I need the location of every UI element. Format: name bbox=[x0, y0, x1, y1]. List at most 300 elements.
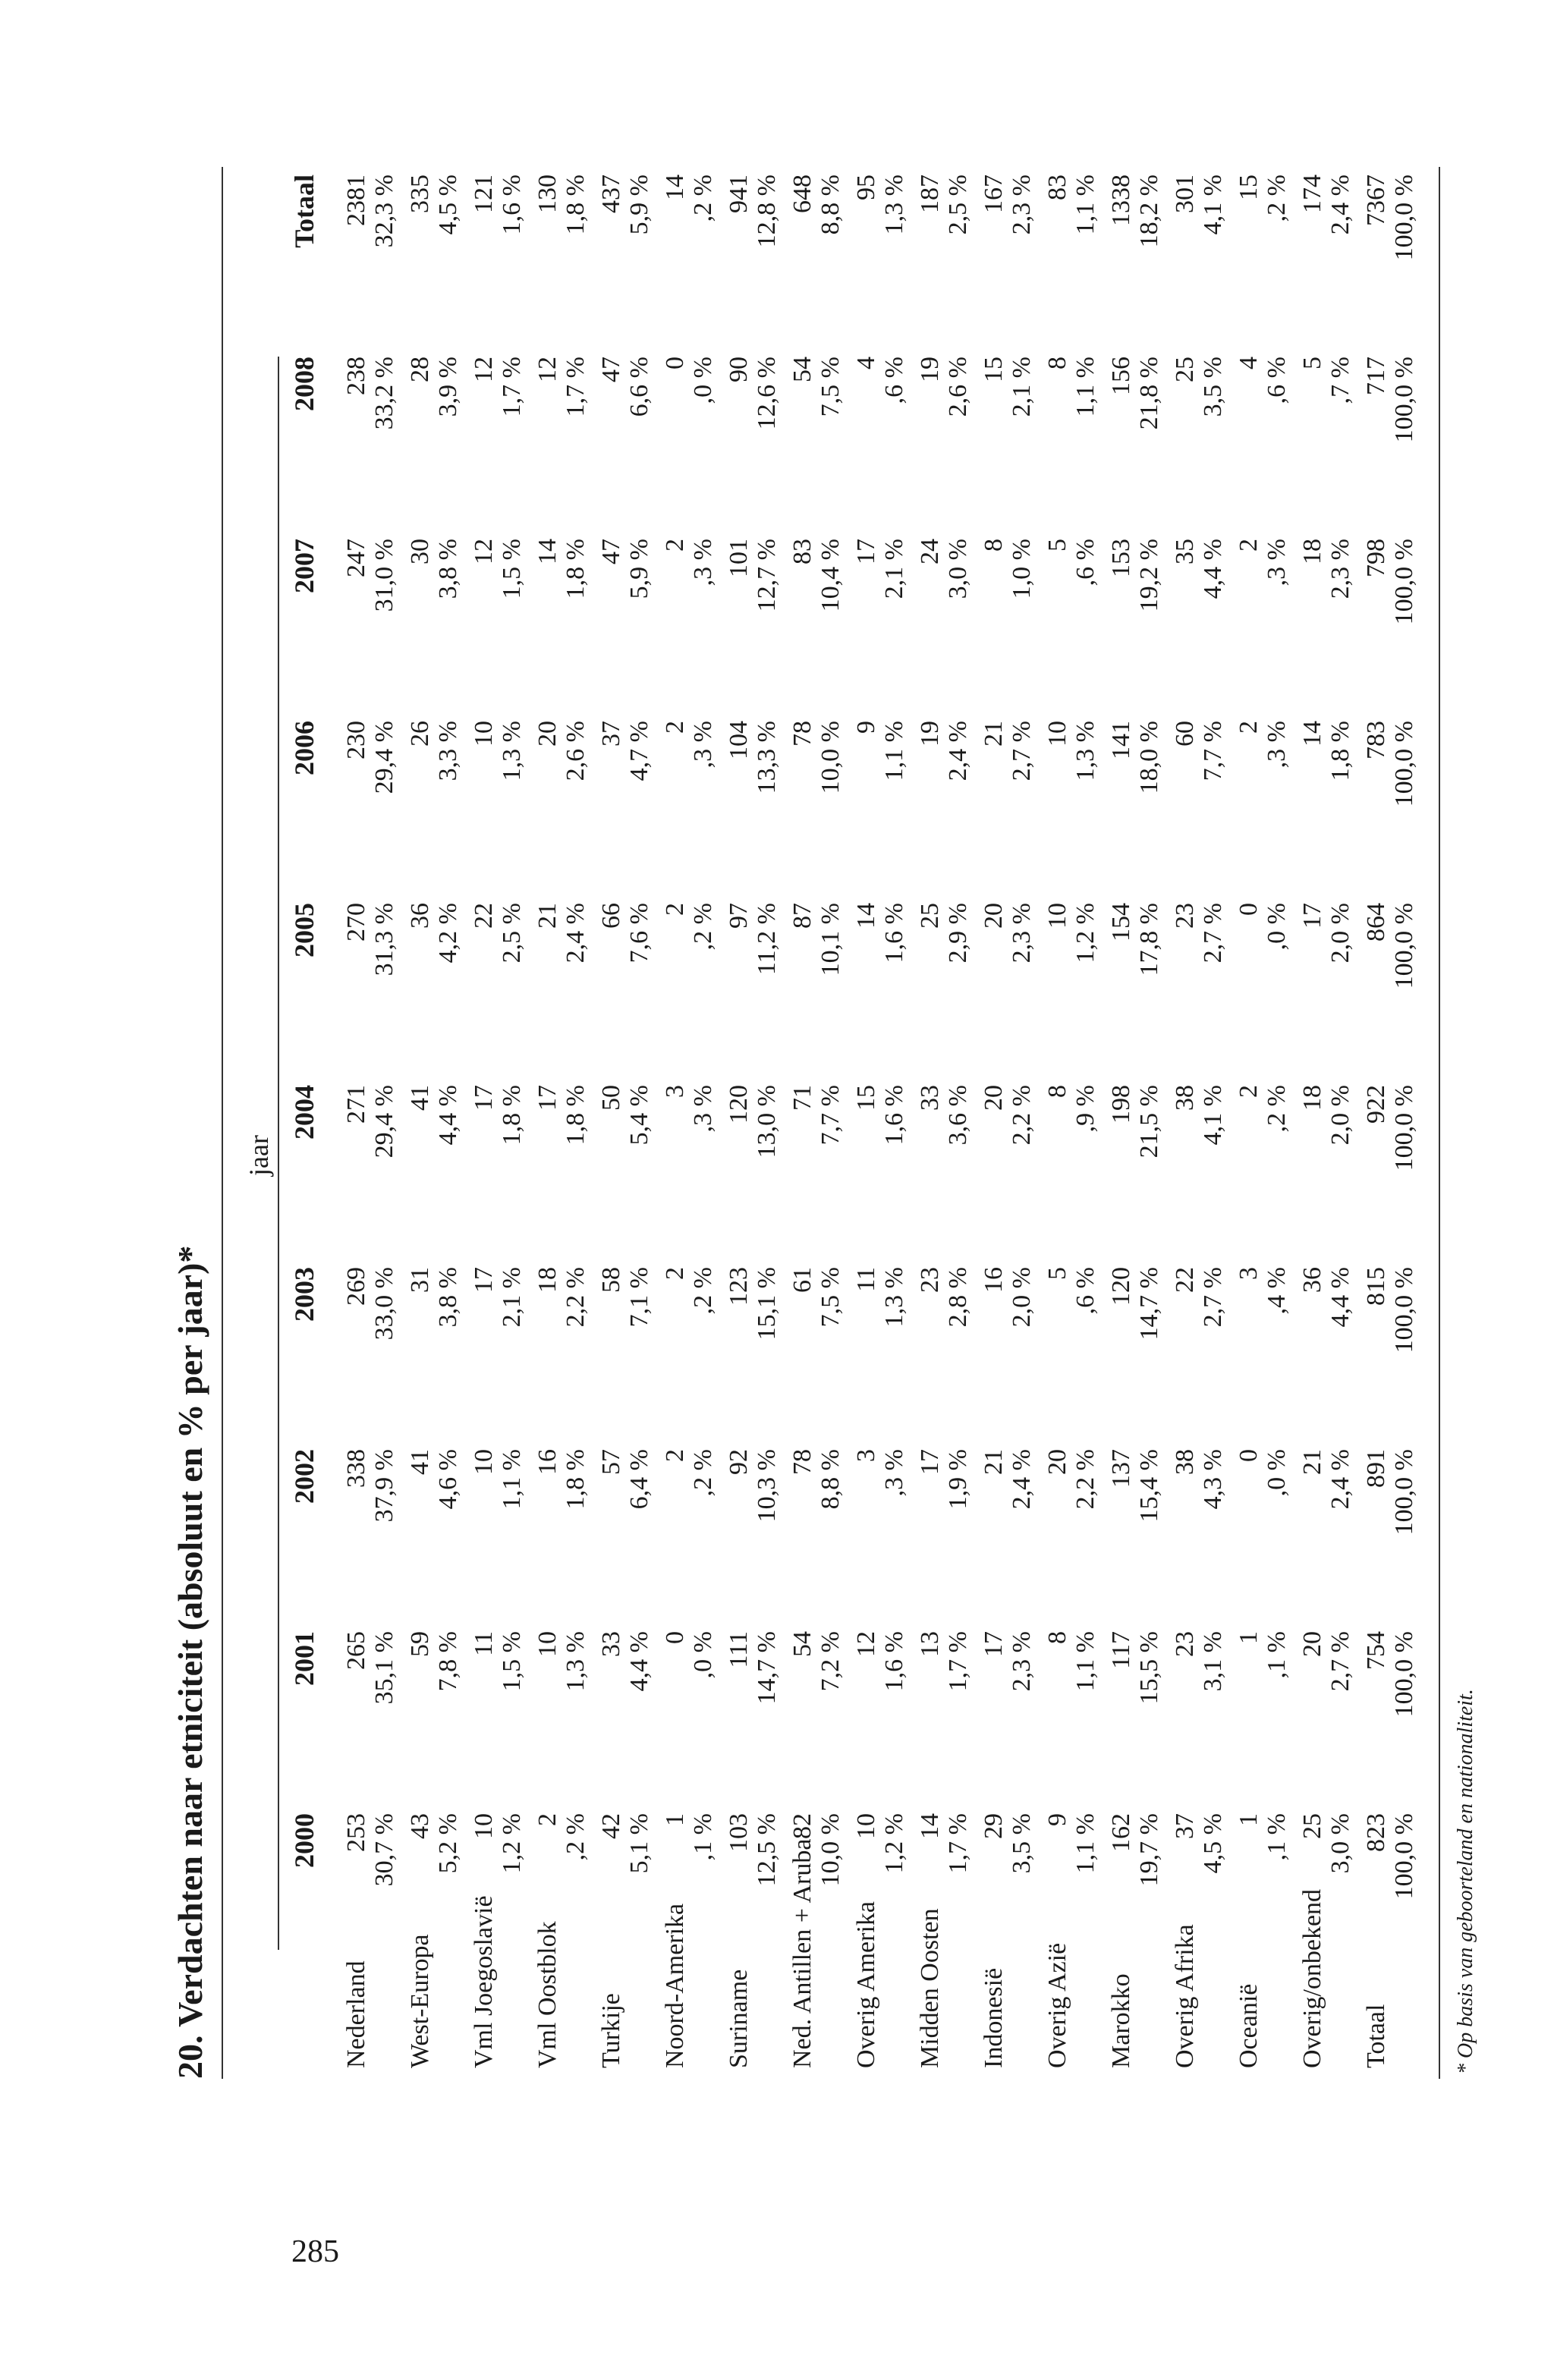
percent-cell: 2,6 % bbox=[944, 357, 972, 417]
count-cell: 22 bbox=[470, 903, 498, 929]
percent-cell: 100,0 % bbox=[1390, 903, 1418, 989]
count-cell: 16 bbox=[980, 1267, 1008, 1293]
percent-cell: 1,0 % bbox=[1008, 539, 1036, 599]
column-header: 2008 bbox=[289, 357, 319, 411]
count-cell: 154 bbox=[1107, 903, 1135, 942]
count-cell: 437 bbox=[597, 174, 625, 213]
count-cell: 335 bbox=[406, 174, 434, 213]
percent-cell: 1,1 % bbox=[498, 1449, 526, 1510]
count-cell: 103 bbox=[725, 1813, 753, 1852]
percent-cell: 1,1 % bbox=[1071, 174, 1099, 235]
percent-cell: 2,3 % bbox=[1008, 174, 1036, 235]
count-cell: 0 bbox=[1235, 903, 1263, 916]
percent-cell: 15,5 % bbox=[1135, 1631, 1163, 1705]
count-cell: 2 bbox=[661, 903, 689, 916]
count-cell: 120 bbox=[1107, 1267, 1135, 1306]
count-cell: 9 bbox=[1043, 1813, 1071, 1826]
row-label: Turkije bbox=[597, 1993, 625, 2068]
percent-cell: ,3 % bbox=[689, 721, 717, 769]
percent-cell: 1,6 % bbox=[880, 1631, 908, 1692]
percent-cell: 2,1 % bbox=[880, 539, 908, 599]
percent-cell: ,1 % bbox=[1263, 1631, 1291, 1679]
percent-cell: 2,2 % bbox=[1008, 1085, 1036, 1146]
percent-cell: 7,5 % bbox=[816, 1267, 845, 1328]
count-cell: 7367 bbox=[1362, 174, 1390, 226]
percent-cell: 2,4 % bbox=[1326, 174, 1354, 235]
table-top-rule bbox=[222, 167, 223, 2079]
percent-cell: 1,8 % bbox=[562, 539, 590, 599]
percent-cell: 2,7 % bbox=[1008, 721, 1036, 781]
percent-cell: 7,8 % bbox=[434, 1631, 462, 1692]
count-cell: 14 bbox=[1298, 721, 1326, 747]
percent-cell: 31,0 % bbox=[370, 539, 398, 612]
count-cell: 20 bbox=[980, 1085, 1008, 1111]
percent-cell: 6,4 % bbox=[625, 1449, 653, 1510]
count-cell: 11 bbox=[852, 1267, 880, 1292]
row-label: Ned. Antillen + Aruba bbox=[788, 1838, 816, 2068]
count-cell: 11 bbox=[470, 1631, 498, 1656]
count-cell: 29 bbox=[980, 1813, 1008, 1839]
percent-cell: ,4 % bbox=[1263, 1267, 1291, 1315]
percent-cell: ,9 % bbox=[1071, 1085, 1099, 1133]
percent-cell: 1,9 % bbox=[944, 1449, 972, 1510]
column-header: 2003 bbox=[289, 1267, 319, 1322]
count-cell: 10 bbox=[852, 1813, 880, 1839]
count-cell: 87 bbox=[788, 903, 816, 929]
percent-cell: 2,1 % bbox=[1008, 357, 1036, 417]
count-cell: 12 bbox=[852, 1631, 880, 1657]
year-super-header: jaar bbox=[244, 1135, 274, 1176]
percent-cell: 2,5 % bbox=[498, 903, 526, 964]
percent-cell: ,3 % bbox=[1263, 539, 1291, 586]
percent-cell: 3,5 % bbox=[1199, 357, 1227, 417]
percent-cell: 2,7 % bbox=[1326, 1631, 1354, 1692]
percent-cell: 5,1 % bbox=[625, 1813, 653, 1874]
percent-cell: ,6 % bbox=[1071, 1267, 1099, 1315]
count-cell: 47 bbox=[597, 357, 625, 382]
count-cell: 42 bbox=[597, 1813, 625, 1839]
count-cell: 14 bbox=[533, 539, 562, 564]
count-cell: 10 bbox=[1043, 721, 1071, 747]
count-cell: 43 bbox=[406, 1813, 434, 1839]
percent-cell: 1,2 % bbox=[498, 1813, 526, 1874]
count-cell: 270 bbox=[342, 903, 370, 942]
percent-cell: 10,0 % bbox=[816, 1813, 845, 1887]
count-cell: 301 bbox=[1171, 174, 1199, 213]
count-cell: 47 bbox=[597, 539, 625, 564]
percent-cell: 1,5 % bbox=[498, 539, 526, 599]
count-cell: 10 bbox=[533, 1631, 562, 1657]
percent-cell: 2,4 % bbox=[944, 721, 972, 781]
row-label: Noord-Amerika bbox=[661, 1903, 689, 2068]
percent-cell: 10,1 % bbox=[816, 903, 845, 976]
count-cell: 20 bbox=[1298, 1631, 1326, 1657]
count-cell: 9 bbox=[852, 721, 880, 734]
count-cell: 3 bbox=[852, 1449, 880, 1462]
count-cell: 271 bbox=[342, 1085, 370, 1124]
percent-cell: 100,0 % bbox=[1390, 721, 1418, 807]
percent-cell: ,3 % bbox=[689, 1085, 717, 1133]
column-header: 2007 bbox=[289, 539, 319, 593]
percent-cell: 2,3 % bbox=[1008, 903, 1036, 964]
column-header: 2002 bbox=[289, 1449, 319, 1504]
count-cell: 18 bbox=[1298, 1085, 1326, 1111]
percent-cell: 1,3 % bbox=[1071, 721, 1099, 781]
count-cell: 60 bbox=[1171, 721, 1199, 747]
percent-cell: ,0 % bbox=[1263, 1449, 1291, 1497]
percent-cell: 7,7 % bbox=[816, 1085, 845, 1146]
count-cell: 17 bbox=[533, 1085, 562, 1111]
row-label: West-Europa bbox=[406, 1934, 434, 2068]
count-cell: 338 bbox=[342, 1449, 370, 1488]
column-header: 2004 bbox=[289, 1085, 319, 1140]
count-cell: 59 bbox=[406, 1631, 434, 1657]
count-cell: 17 bbox=[852, 539, 880, 564]
percent-cell: 2,4 % bbox=[562, 903, 590, 964]
percent-cell: 31,3 % bbox=[370, 903, 398, 976]
percent-cell: 3,8 % bbox=[434, 539, 462, 599]
percent-cell: 2,7 % bbox=[1199, 1267, 1227, 1328]
percent-cell: 4,4 % bbox=[1199, 539, 1227, 599]
percent-cell: 1,2 % bbox=[1071, 903, 1099, 964]
percent-cell: 32,3 % bbox=[370, 174, 398, 248]
count-cell: 24 bbox=[916, 539, 944, 564]
percent-cell: 30,7 % bbox=[370, 1813, 398, 1887]
count-cell: 90 bbox=[725, 357, 753, 382]
count-cell: 174 bbox=[1298, 174, 1326, 213]
footnote: * Op basis van geboorteland en nationaliteit. bbox=[1454, 1689, 1477, 2074]
percent-cell: 7,7 % bbox=[1199, 721, 1227, 781]
count-cell: 1 bbox=[1235, 1813, 1263, 1826]
count-cell: 25 bbox=[1298, 1813, 1326, 1839]
percent-cell: 4,1 % bbox=[1199, 1085, 1227, 1146]
percent-cell: 1,6 % bbox=[880, 1085, 908, 1146]
column-header: 2006 bbox=[289, 721, 319, 775]
row-label: Suriname bbox=[725, 1969, 753, 2068]
count-cell: 253 bbox=[342, 1813, 370, 1852]
percent-cell: 12,7 % bbox=[753, 539, 781, 612]
row-label: Indonesië bbox=[980, 1967, 1008, 2068]
percent-cell: 12,5 % bbox=[753, 1813, 781, 1887]
count-cell: 265 bbox=[342, 1631, 370, 1670]
count-cell: 19 bbox=[916, 721, 944, 747]
count-cell: 0 bbox=[661, 357, 689, 369]
percent-cell: 1,8 % bbox=[498, 1085, 526, 1146]
count-cell: 717 bbox=[1362, 357, 1390, 395]
percent-cell: 18,0 % bbox=[1135, 721, 1163, 794]
page-number: 285 bbox=[291, 2234, 339, 2269]
count-cell: 36 bbox=[1298, 1267, 1326, 1293]
count-cell: 54 bbox=[788, 357, 816, 382]
percent-cell: 100,0 % bbox=[1390, 1267, 1418, 1353]
percent-cell: 100,0 % bbox=[1390, 1631, 1418, 1718]
percent-cell: 2,0 % bbox=[1008, 1267, 1036, 1328]
percent-cell: 2,1 % bbox=[498, 1267, 526, 1328]
percent-cell: ,2 % bbox=[1263, 174, 1291, 222]
percent-cell: ,6 % bbox=[1071, 539, 1099, 586]
count-cell: 18 bbox=[1298, 539, 1326, 564]
percent-cell: 1,1 % bbox=[880, 721, 908, 781]
count-cell: 33 bbox=[597, 1631, 625, 1657]
count-cell: 2 bbox=[533, 1813, 562, 1826]
percent-cell: 2,3 % bbox=[1326, 539, 1354, 599]
count-cell: 37 bbox=[597, 721, 625, 747]
count-cell: 83 bbox=[788, 539, 816, 564]
percent-cell: 3,0 % bbox=[1326, 1813, 1354, 1874]
percent-cell: 2,4 % bbox=[1326, 1449, 1354, 1510]
percent-cell: 1,8 % bbox=[1326, 721, 1354, 781]
percent-cell: 8,8 % bbox=[816, 1449, 845, 1510]
row-label: Nederland bbox=[342, 1960, 370, 2068]
percent-cell: 19,2 % bbox=[1135, 539, 1163, 612]
percent-cell: ,3 % bbox=[1263, 721, 1291, 769]
count-cell: 123 bbox=[725, 1267, 753, 1306]
percent-cell: 1,8 % bbox=[562, 1449, 590, 1510]
count-cell: 238 bbox=[342, 357, 370, 395]
count-cell: 247 bbox=[342, 539, 370, 577]
count-cell: 17 bbox=[470, 1085, 498, 1111]
count-cell: 20 bbox=[1043, 1449, 1071, 1475]
percent-cell: 100,0 % bbox=[1390, 1449, 1418, 1536]
count-cell: 120 bbox=[725, 1085, 753, 1124]
count-cell: 798 bbox=[1362, 539, 1390, 577]
percent-cell: 2,2 % bbox=[1071, 1449, 1099, 1510]
count-cell: 1 bbox=[661, 1813, 689, 1826]
count-cell: 783 bbox=[1362, 721, 1390, 759]
percent-cell: 4,6 % bbox=[434, 1449, 462, 1510]
count-cell: 17 bbox=[1298, 903, 1326, 929]
percent-cell: 6,6 % bbox=[625, 357, 653, 417]
year-header-rule bbox=[278, 357, 279, 1950]
percent-cell: 3,3 % bbox=[434, 721, 462, 781]
count-cell: 21 bbox=[1298, 1449, 1326, 1475]
count-cell: 1 bbox=[1235, 1631, 1263, 1644]
percent-cell: 29,4 % bbox=[370, 721, 398, 794]
count-cell: 1338 bbox=[1107, 174, 1135, 226]
percent-cell: ,0 % bbox=[1263, 903, 1291, 951]
percent-cell: 21,8 % bbox=[1135, 357, 1163, 430]
count-cell: 8 bbox=[980, 539, 1008, 552]
count-cell: 35 bbox=[1171, 539, 1199, 564]
percent-cell: 4,1 % bbox=[1199, 174, 1227, 235]
percent-cell: 1,7 % bbox=[562, 357, 590, 417]
count-cell: 8 bbox=[1043, 1085, 1071, 1098]
percent-cell: 1,3 % bbox=[562, 1631, 590, 1692]
count-cell: 104 bbox=[725, 721, 753, 759]
percent-cell: 2,0 % bbox=[1326, 1085, 1354, 1146]
count-cell: 21 bbox=[533, 903, 562, 929]
column-header: 2000 bbox=[289, 1813, 319, 1868]
count-cell: 15 bbox=[852, 1085, 880, 1111]
count-cell: 83 bbox=[1043, 174, 1071, 200]
percent-cell: 1,3 % bbox=[880, 1267, 908, 1328]
percent-cell: 4,4 % bbox=[625, 1631, 653, 1692]
count-cell: 25 bbox=[916, 903, 944, 929]
count-cell: 57 bbox=[597, 1449, 625, 1475]
count-cell: 4 bbox=[852, 357, 880, 369]
percent-cell: 4,3 % bbox=[1199, 1449, 1227, 1510]
percent-cell: 2,9 % bbox=[944, 903, 972, 964]
count-cell: 0 bbox=[1235, 1449, 1263, 1462]
count-cell: 130 bbox=[533, 174, 562, 213]
column-header: 2005 bbox=[289, 903, 319, 957]
count-cell: 20 bbox=[980, 903, 1008, 929]
count-cell: 18 bbox=[533, 1267, 562, 1293]
count-cell: 21 bbox=[980, 1449, 1008, 1475]
table-title: 20. Verdachten naar etniciteit (absoluut en % per jaar)* bbox=[171, 1245, 209, 2079]
count-cell: 31 bbox=[406, 1267, 434, 1293]
percent-cell: ,0 % bbox=[689, 357, 717, 404]
count-cell: 92 bbox=[725, 1449, 753, 1475]
count-cell: 38 bbox=[1171, 1085, 1199, 1111]
percent-cell: 37,9 % bbox=[370, 1449, 398, 1523]
count-cell: 15 bbox=[1235, 174, 1263, 200]
column-header: 2001 bbox=[289, 1631, 319, 1686]
percent-cell: 100,0 % bbox=[1390, 357, 1418, 443]
count-cell: 58 bbox=[597, 1267, 625, 1293]
percent-cell: 4,2 % bbox=[434, 903, 462, 964]
percent-cell: 3,0 % bbox=[944, 539, 972, 599]
count-cell: 648 bbox=[788, 174, 816, 213]
percent-cell: 11,2 % bbox=[753, 903, 781, 976]
count-cell: 823 bbox=[1362, 1813, 1390, 1852]
count-cell: 23 bbox=[1171, 1631, 1199, 1657]
percent-cell: 33,2 % bbox=[370, 357, 398, 430]
count-cell: 754 bbox=[1362, 1631, 1390, 1670]
count-cell: 23 bbox=[1171, 903, 1199, 929]
percent-cell: ,6 % bbox=[880, 357, 908, 404]
count-cell: 14 bbox=[852, 903, 880, 929]
percent-cell: 2,4 % bbox=[1008, 1449, 1036, 1510]
percent-cell: 10,4 % bbox=[816, 539, 845, 612]
percent-cell: ,3 % bbox=[880, 1449, 908, 1497]
table-bottom-rule bbox=[1439, 167, 1440, 2079]
percent-cell: ,0 % bbox=[689, 1631, 717, 1679]
count-cell: 37 bbox=[1171, 1813, 1199, 1839]
percent-cell: 100,0 % bbox=[1390, 174, 1418, 261]
percent-cell: 10,3 % bbox=[753, 1449, 781, 1523]
percent-cell: 2,7 % bbox=[1199, 903, 1227, 964]
count-cell: 78 bbox=[788, 1449, 816, 1475]
count-cell: 141 bbox=[1107, 721, 1135, 759]
count-cell: 117 bbox=[1107, 1631, 1135, 1669]
percent-cell: 5,2 % bbox=[434, 1813, 462, 1874]
count-cell: 33 bbox=[916, 1085, 944, 1111]
percent-cell: 17,8 % bbox=[1135, 903, 1163, 976]
count-cell: 10 bbox=[470, 1813, 498, 1839]
count-cell: 941 bbox=[725, 174, 753, 213]
percent-cell: 1,1 % bbox=[1071, 1813, 1099, 1874]
count-cell: 187 bbox=[916, 174, 944, 213]
count-cell: 61 bbox=[788, 1267, 816, 1293]
count-cell: 864 bbox=[1362, 903, 1390, 942]
percent-cell: 18,2 % bbox=[1135, 174, 1163, 248]
percent-cell: ,2 % bbox=[562, 1813, 590, 1861]
percent-cell: 100,0 % bbox=[1390, 1085, 1418, 1171]
percent-cell: 35,1 % bbox=[370, 1631, 398, 1705]
percent-cell: 2,6 % bbox=[562, 721, 590, 781]
percent-cell: 1,3 % bbox=[880, 174, 908, 235]
count-cell: 3 bbox=[661, 1085, 689, 1098]
count-cell: 5 bbox=[1043, 539, 1071, 552]
count-cell: 10 bbox=[470, 1449, 498, 1475]
count-cell: 137 bbox=[1107, 1449, 1135, 1488]
percent-cell: 3,5 % bbox=[1008, 1813, 1036, 1874]
count-cell: 17 bbox=[916, 1449, 944, 1475]
percent-cell: 12,6 % bbox=[753, 357, 781, 430]
count-cell: 54 bbox=[788, 1631, 816, 1657]
percent-cell: 7,2 % bbox=[816, 1631, 845, 1692]
count-cell: 41 bbox=[406, 1449, 434, 1475]
percent-cell: 15,1 % bbox=[753, 1267, 781, 1341]
percent-cell: 1,8 % bbox=[562, 1085, 590, 1146]
percent-cell: 3,9 % bbox=[434, 357, 462, 417]
percent-cell: ,2 % bbox=[689, 1449, 717, 1497]
count-cell: 5 bbox=[1298, 357, 1326, 369]
percent-cell: 10,0 % bbox=[816, 721, 845, 794]
count-cell: 13 bbox=[916, 1631, 944, 1657]
count-cell: 15 bbox=[980, 357, 1008, 382]
percent-cell: 1,7 % bbox=[944, 1631, 972, 1692]
percent-cell: 3,8 % bbox=[434, 1267, 462, 1328]
percent-cell: 1,2 % bbox=[880, 1813, 908, 1874]
count-cell: 2 bbox=[661, 721, 689, 734]
row-label: Vml Oostblok bbox=[533, 1921, 562, 2068]
row-label: Oceanië bbox=[1235, 1983, 1263, 2068]
percent-cell: 100,0 % bbox=[1390, 1813, 1418, 1900]
percent-cell: 2,2 % bbox=[562, 1267, 590, 1328]
count-cell: 38 bbox=[1171, 1449, 1199, 1475]
percent-cell: 3,1 % bbox=[1199, 1631, 1227, 1692]
row-label: Overig Afrika bbox=[1171, 1924, 1199, 2068]
count-cell: 8 bbox=[1043, 357, 1071, 369]
percent-cell: ,7 % bbox=[1326, 357, 1354, 404]
row-label: Totaal bbox=[1362, 2004, 1390, 2068]
count-cell: 10 bbox=[470, 721, 498, 747]
count-cell: 10 bbox=[1043, 903, 1071, 929]
count-cell: 2 bbox=[661, 539, 689, 552]
percent-cell: 19,7 % bbox=[1135, 1813, 1163, 1887]
percent-cell: 7,6 % bbox=[625, 903, 653, 964]
count-cell: 2 bbox=[1235, 721, 1263, 734]
percent-cell: ,2 % bbox=[689, 174, 717, 222]
count-cell: 25 bbox=[1171, 357, 1199, 382]
percent-cell: 100,0 % bbox=[1390, 539, 1418, 625]
count-cell: 22 bbox=[1171, 1267, 1199, 1293]
count-cell: 153 bbox=[1107, 539, 1135, 577]
count-cell: 815 bbox=[1362, 1267, 1390, 1306]
count-cell: 230 bbox=[342, 721, 370, 759]
row-label: Overig Amerika bbox=[852, 1901, 880, 2068]
percent-cell: 15,4 % bbox=[1135, 1449, 1163, 1523]
count-cell: 2 bbox=[1235, 539, 1263, 552]
count-cell: 167 bbox=[980, 174, 1008, 213]
count-cell: 28 bbox=[406, 357, 434, 382]
percent-cell: 1,7 % bbox=[498, 357, 526, 417]
count-cell: 2381 bbox=[342, 174, 370, 226]
percent-cell: 7,5 % bbox=[816, 357, 845, 417]
count-cell: 50 bbox=[597, 1085, 625, 1111]
row-label: Marokko bbox=[1107, 1973, 1135, 2068]
percent-cell: 4,5 % bbox=[434, 174, 462, 235]
percent-cell: 21,5 % bbox=[1135, 1085, 1163, 1159]
count-cell: 5 bbox=[1043, 1267, 1071, 1280]
percent-cell: ,2 % bbox=[689, 903, 717, 951]
percent-cell: ,2 % bbox=[1263, 1085, 1291, 1133]
count-cell: 16 bbox=[533, 1449, 562, 1475]
rotated-table-page bbox=[152, 0, 1533, 2147]
count-cell: 71 bbox=[788, 1085, 816, 1111]
